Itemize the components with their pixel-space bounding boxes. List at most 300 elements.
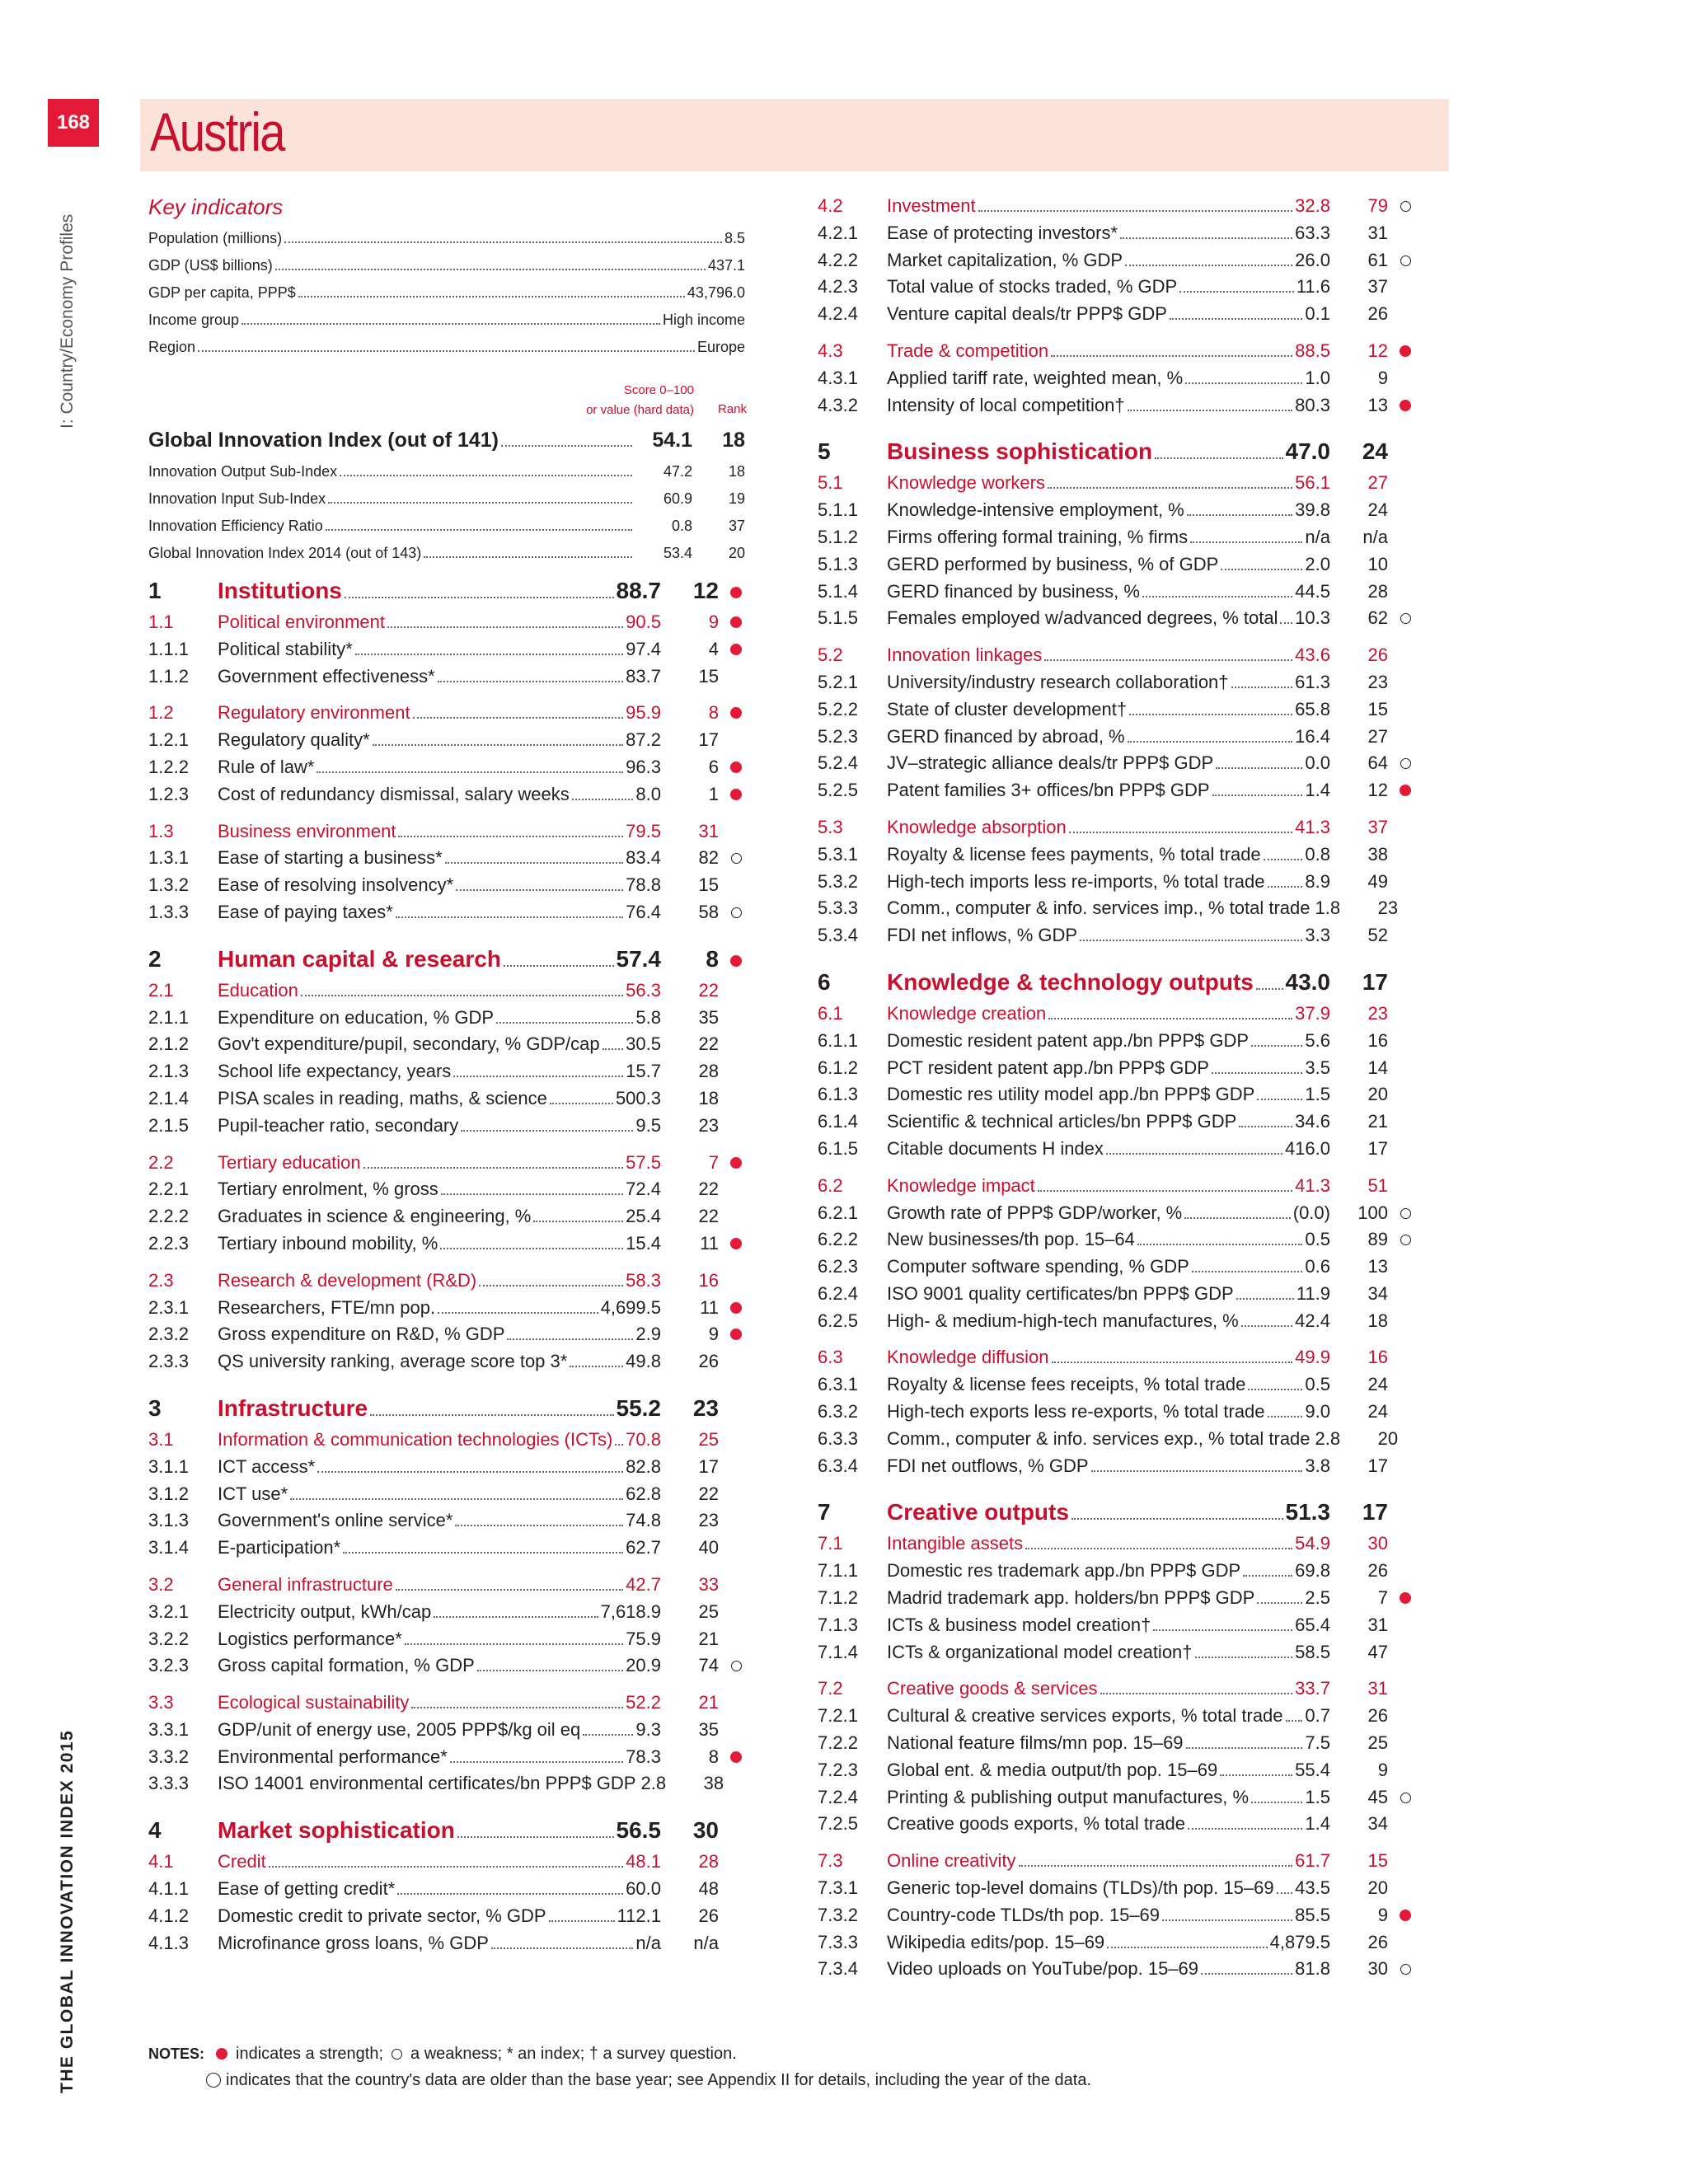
indicator-label: Growth rate of PPP$ GDP/worker, % [887, 1202, 1183, 1223]
indicator-value: 3.3 [1305, 925, 1330, 946]
pillar-row [148, 1812, 742, 1849]
leader-dots [1048, 487, 1292, 489]
indicator-value: n/a [635, 1932, 661, 1953]
indicator-value: 2.8 [640, 1773, 667, 1794]
indicator-value: 49.9 [1295, 1347, 1330, 1368]
mark-cell [1388, 1235, 1411, 1245]
indicator-rank: 26 [1367, 303, 1388, 325]
indicator-label: Education [218, 979, 298, 1001]
indicator-label: Tertiary education [218, 1151, 361, 1173]
indicator-rank: 48 [698, 1878, 719, 1900]
leader-dots [477, 1670, 623, 1671]
indicator-value: 0.0 [1305, 752, 1330, 774]
indicator-code: 6.3.3 [818, 1427, 858, 1449]
gii-value: 53.4 [663, 545, 692, 561]
indicator-rank: 25 [1367, 1732, 1388, 1754]
indicator-row [818, 1875, 1411, 1902]
indicator-label: Ease of getting credit* [218, 1878, 396, 1900]
sub-pillar-row [148, 818, 742, 846]
indicator-value: 96.3 [626, 756, 661, 777]
indicator-label: Applied tariff rate, weighted mean, % [887, 367, 1184, 388]
spacer [818, 632, 1411, 642]
leader-dots [457, 1836, 614, 1838]
leader-dots [1201, 1973, 1292, 1975]
indicator-row [818, 579, 1411, 606]
indicator-row [818, 247, 1411, 274]
leader-dots [198, 350, 695, 352]
indicator-rank: 12 [1367, 340, 1388, 361]
indicator-code: 5.3.4 [818, 925, 858, 946]
leader-dots [501, 445, 632, 447]
indicator-rank: 28 [1367, 580, 1388, 602]
indicator-code: 5.1.2 [818, 526, 858, 547]
indicator-rank: 8 [708, 1746, 719, 1767]
key-indicator-value: High income [662, 312, 745, 328]
indicator-code: 7.1.4 [818, 1641, 858, 1662]
indicator-value: 88.5 [1295, 340, 1330, 361]
indicator-label: ICT use* [218, 1483, 288, 1504]
indicator-code: 6.3.2 [818, 1401, 858, 1422]
mark-cell [719, 1661, 742, 1671]
leader-dots [328, 502, 632, 504]
gii-value: 0.8 [671, 518, 692, 534]
indicator-code: 1 [148, 578, 162, 603]
indicator-value: 57.5 [626, 1151, 661, 1173]
indicator-label: Scientific & technical articles/bn PPP$ GDP [887, 1111, 1237, 1132]
indicator-row [148, 899, 742, 926]
indicator-rank: 26 [1367, 644, 1388, 666]
indicator-rank: 51 [1367, 1174, 1388, 1196]
leader-dots [1025, 1548, 1292, 1549]
leader-dots [370, 1414, 613, 1416]
gii-rank: 18 [722, 429, 745, 452]
indicator-label: Infrastructure [218, 1394, 368, 1421]
indicator-row [818, 1730, 1411, 1757]
leader-dots [340, 475, 632, 476]
indicator-rank: 9 [1377, 1904, 1388, 1925]
indicator-label: Investment [887, 195, 976, 216]
indicator-code: 1.1.2 [148, 665, 189, 687]
indicator-label: Ease of protecting investors* [887, 222, 1118, 243]
weakness-ring-icon [1400, 613, 1411, 624]
key-indicators-title: Key indicators [148, 194, 284, 219]
indicator-label: Ecological sustainability [218, 1692, 410, 1713]
indicator-code: 7.1 [818, 1533, 843, 1554]
indicator-rank: 20 [1377, 1427, 1399, 1449]
indicator-value: 62.8 [626, 1483, 661, 1504]
indicator-rank: 7 [1377, 1587, 1388, 1609]
leader-dots [1268, 1416, 1303, 1418]
indicator-code: 4.1.3 [148, 1932, 189, 1953]
indicator-value: 1.0 [1305, 367, 1330, 388]
indicator-rank: n/a [1362, 526, 1388, 547]
leader-dots [1195, 1657, 1293, 1658]
indicator-value: 57.4 [616, 945, 661, 972]
indicator-rank: 82 [698, 847, 719, 869]
indicator-code: 6.1.2 [818, 1057, 858, 1078]
mark-cell [719, 1751, 742, 1763]
indicator-value: 1.4 [1305, 1813, 1330, 1835]
indicator-label: Knowledge creation [887, 1002, 1047, 1024]
key-indicators [148, 194, 745, 361]
country-title: Austria [150, 101, 284, 162]
mark-cell [1388, 1964, 1411, 1975]
indicator-rank: 17 [1367, 1455, 1388, 1476]
indicator-code: 5.3.1 [818, 843, 858, 865]
strength-dot-icon [730, 1238, 742, 1249]
indicator-value: 7,618.9 [600, 1601, 661, 1622]
spacer [818, 1163, 1411, 1173]
leader-dots [1257, 1602, 1302, 1604]
indicator-value: 0.5 [1305, 1229, 1330, 1250]
indicator-code: 7.2.4 [818, 1786, 858, 1807]
indicator-rank: 26 [1367, 1931, 1388, 1952]
indicator-code: 3.1 [148, 1428, 174, 1450]
weakness-ring-icon [1400, 1964, 1411, 1975]
leader-dots [549, 1920, 615, 1922]
indicator-label: ICTs & organizational model creation† [887, 1641, 1193, 1662]
indicator-rank: 15 [1367, 698, 1388, 719]
indicator-rank: 28 [698, 1061, 719, 1082]
sub-pillar-row [818, 1173, 1411, 1200]
indicator-value: 42.7 [626, 1573, 661, 1595]
indicator-rank: 33 [698, 1573, 719, 1595]
leader-dots [1120, 237, 1292, 239]
leader-dots [1286, 1720, 1303, 1722]
gii-value: 47.2 [663, 463, 692, 480]
mark-cell [1388, 1592, 1411, 1604]
indicator-rank: 23 [698, 1114, 719, 1136]
indicator-code: 5.3.2 [818, 870, 858, 892]
indicator-code: 4.2.1 [818, 222, 858, 243]
indicator-row [148, 845, 742, 872]
indicator-rank: 47 [1367, 1641, 1388, 1662]
indicator-code: 2.1.3 [148, 1061, 189, 1082]
indicator-value: 2.8 [1315, 1427, 1341, 1449]
indicator-code: 6.2.5 [818, 1310, 858, 1331]
indicator-rank: 13 [1367, 1256, 1388, 1277]
sub-pillar-row [148, 1849, 742, 1876]
gii-value: 54.1 [652, 429, 692, 452]
indicator-value: n/a [1305, 526, 1330, 547]
mark-cell [719, 1157, 742, 1169]
sub-pillar-row [818, 193, 1411, 220]
leader-dots [491, 1947, 634, 1949]
indicator-value: 47.0 [1285, 438, 1330, 465]
indicator-rank: 17 [1362, 1499, 1388, 1526]
indicator-rank: 30 [1367, 1533, 1388, 1554]
indicator-code: 2.3.3 [148, 1351, 189, 1372]
leader-dots [434, 1616, 598, 1618]
leader-dots [1069, 832, 1292, 833]
indicator-value: 78.8 [626, 874, 661, 896]
indicator-label: ISO 14001 environmental certificates/bn PPP$ GDP [218, 1773, 636, 1794]
leader-dots [479, 1285, 623, 1286]
leader-dots [445, 862, 623, 864]
leader-dots [572, 799, 634, 800]
indicator-label: High-tech imports less re-imports, % total trade [887, 870, 1265, 892]
indicator-rank: 27 [1367, 725, 1388, 747]
leader-dots [269, 1866, 623, 1868]
indicator-label: New businesses/th pop. 15–64 [887, 1229, 1135, 1250]
mark-cell [719, 1302, 742, 1314]
indicator-row [148, 1176, 742, 1203]
key-indicator-label: Region [148, 339, 196, 355]
indicator-value: 49.8 [626, 1351, 661, 1372]
indicator-rank: 26 [1367, 1560, 1388, 1582]
indicator-value: 9.5 [635, 1114, 661, 1136]
leader-dots [301, 995, 623, 996]
indicator-row [818, 1081, 1411, 1108]
indicator-value: 32.8 [1295, 195, 1330, 216]
indicator-value: 41.3 [1295, 1174, 1330, 1196]
mark-cell [719, 789, 742, 800]
indicator-label: Computer software spending, % GDP [887, 1256, 1189, 1277]
indicator-rank: 37 [1367, 276, 1388, 298]
indicator-value: 9.3 [635, 1718, 661, 1740]
indicator-label: Domestic resident patent app./bn PPP$ GDP [887, 1029, 1250, 1051]
leader-dots [1142, 596, 1292, 598]
mark-cell [719, 762, 742, 773]
indicator-label: FDI net outflows, % GDP [887, 1455, 1089, 1476]
indicator-value: 11.9 [1296, 1282, 1330, 1304]
indicator-rank: 9 [1377, 367, 1388, 388]
indicator-rank: 74 [698, 1655, 719, 1676]
leader-dots [298, 296, 685, 298]
weakness-ring-icon [1400, 758, 1411, 769]
leader-dots [411, 1707, 623, 1708]
indicator-row [818, 1612, 1411, 1639]
spacer [148, 1258, 742, 1268]
indicator-rank: 21 [698, 1628, 719, 1649]
indicator-label: Government's online service* [218, 1510, 453, 1531]
indicator-row [148, 1744, 742, 1771]
indicator-value: 15.7 [626, 1061, 661, 1082]
indicator-label: JV–strategic alliance deals/tr PPP$ GDP [887, 752, 1214, 774]
indicator-rank: 28 [698, 1851, 719, 1872]
leader-dots [398, 836, 623, 837]
indicator-code: 5.1.3 [818, 553, 858, 574]
mark-cell [719, 1238, 742, 1249]
sub-pillar-row [818, 1848, 1411, 1875]
leader-dots [504, 965, 614, 967]
leader-dots [1239, 1126, 1292, 1127]
indicator-code: 7 [818, 1499, 831, 1526]
indicator-code: 3.1.1 [148, 1455, 189, 1477]
indicator-code: 3.1.2 [148, 1483, 189, 1504]
indicator-value: 81.8 [1295, 1958, 1330, 1980]
leader-dots [1052, 1361, 1293, 1363]
indicator-rank: 22 [698, 1483, 719, 1504]
indicator-value: 56.3 [626, 979, 661, 1001]
indicator-code: 2.1 [148, 979, 174, 1001]
mark-cell [1388, 785, 1411, 796]
leader-dots [413, 717, 624, 719]
indicator-row [148, 1203, 742, 1230]
leader-dots [1187, 514, 1292, 516]
indicator-code: 2.1.5 [148, 1114, 189, 1136]
indicator-code: 4.1.2 [148, 1905, 189, 1926]
indicator-row [818, 1028, 1411, 1055]
indicator-label: Domestic res trademark app./bn PPP$ GDP [887, 1560, 1241, 1582]
indicator-label: Madrid trademark app. holders/bn PPP$ GDP [887, 1587, 1255, 1609]
leader-dots [1162, 1919, 1292, 1921]
indicator-value: 37.9 [1295, 1002, 1330, 1024]
indicator-row [148, 1876, 742, 1903]
indicator-code: 3.2.2 [148, 1628, 189, 1649]
leader-dots [583, 1734, 633, 1736]
key-indicator-row [148, 252, 745, 279]
indicator-rank: 26 [698, 1905, 719, 1926]
indicator-row [148, 727, 742, 754]
indicator-rank: 11 [700, 1232, 719, 1254]
indicator-rank: 16 [1367, 1029, 1388, 1051]
indicator-row [818, 1703, 1411, 1730]
indicator-value: 7.5 [1305, 1732, 1330, 1754]
indicator-code: 7.1.3 [818, 1614, 858, 1635]
indicator-row [818, 1136, 1411, 1163]
leader-dots [441, 1193, 623, 1195]
indicator-rank: 30 [1367, 1958, 1388, 1980]
gii-rank: 19 [728, 490, 745, 507]
indicator-row [148, 1481, 742, 1508]
indicator-rank: 31 [1367, 1614, 1388, 1635]
indicator-row [818, 1558, 1411, 1585]
indicator-label: FDI net inflows, % GDP [887, 925, 1078, 946]
indicator-row [148, 1230, 742, 1258]
indicator-code: 3.2.1 [148, 1601, 189, 1622]
indicator-code: 3.3.1 [148, 1718, 189, 1740]
indicator-rank: 17 [698, 1455, 719, 1477]
indicator-code: 6 [818, 968, 831, 995]
pillar-row [818, 964, 1411, 1001]
indicator-code: 5.3.3 [818, 898, 858, 919]
leader-dots [343, 1552, 623, 1554]
indicator-code: 1.1.1 [148, 638, 189, 659]
leader-dots [1071, 1518, 1283, 1520]
indicator-label: Tertiary inbound mobility, % [218, 1232, 438, 1254]
indicator-row [818, 1639, 1411, 1666]
indicator-code: 5.1.1 [818, 499, 858, 521]
indicator-rank: 49 [1367, 870, 1388, 892]
indicator-label: Market sophistication [218, 1817, 455, 1844]
indicator-label: Domestic res utility model app./bn PPP$ GDP [887, 1084, 1255, 1105]
indicator-row [818, 895, 1411, 922]
indicator-code: 7.3.4 [818, 1958, 858, 1980]
indicator-row [818, 1585, 1411, 1612]
leader-dots [1048, 1018, 1292, 1019]
indicator-label: Royalty & license fees receipts, % total trade [887, 1374, 1246, 1395]
sub-pillar-row [148, 1427, 742, 1454]
indicator-code: 4.2 [818, 195, 843, 216]
indicator-value: 9.0 [1305, 1401, 1330, 1422]
leader-dots [1184, 1217, 1291, 1219]
weakness-ring-icon [1400, 1208, 1411, 1219]
notes [148, 2041, 1091, 2093]
indicator-rank: 24 [1367, 1401, 1388, 1422]
indicator-row [148, 1031, 742, 1058]
indicator-code: 7.2 [818, 1678, 843, 1699]
indicator-rank: 8 [706, 945, 719, 972]
indicator-code: 3.2.3 [148, 1655, 189, 1676]
leader-dots [455, 1525, 623, 1526]
indicator-value: 8.0 [635, 783, 661, 804]
leader-dots [453, 1076, 623, 1077]
indicator-code: 2.2.2 [148, 1206, 189, 1227]
indicator-value: 82.8 [626, 1455, 661, 1477]
indicator-row [818, 1902, 1411, 1929]
indicator-code: 2.1.1 [148, 1006, 189, 1028]
strength-dot-icon [730, 1751, 742, 1763]
page-number: 168 [48, 99, 99, 147]
mark-cell [1388, 1793, 1411, 1803]
indicator-code: 5.2.4 [818, 752, 858, 774]
indicator-code: 1.2.2 [148, 756, 189, 777]
strength-dot-icon [730, 1302, 742, 1314]
indicator-code: 4.2.4 [818, 303, 858, 325]
sub-pillar-row [818, 1001, 1411, 1028]
indicator-label: Rule of law* [218, 756, 315, 777]
indicator-label: GERD financed by abroad, % [887, 725, 1125, 747]
indicator-label: Gross expenditure on R&D, % GDP [218, 1324, 505, 1345]
leader-dots [440, 1248, 623, 1249]
score-header: Score 0–100 [623, 383, 694, 397]
sub-pillar-row [148, 1268, 742, 1295]
indicator-row [818, 696, 1411, 724]
strength-dot-icon [730, 616, 742, 628]
indicator-code: 6.1.4 [818, 1111, 858, 1132]
mark-cell [1388, 1910, 1411, 1921]
indicator-code: 5 [818, 438, 831, 465]
indicator-code: 2.3.1 [148, 1296, 189, 1318]
indicator-value: 55.4 [1295, 1759, 1330, 1780]
spacer [818, 1838, 1411, 1848]
indicator-rank: 45 [1367, 1786, 1388, 1807]
leader-dots [326, 529, 632, 531]
indicator-rank: 40 [698, 1537, 719, 1558]
indicator-label: Pupil-teacher ratio, secondary [218, 1114, 459, 1136]
pillar-row [148, 1390, 742, 1427]
indicator-value: 11.6 [1296, 276, 1330, 298]
leader-dots [496, 1022, 633, 1024]
leader-dots [1216, 767, 1302, 769]
indicator-code: 3.1.4 [148, 1537, 189, 1558]
indicator-code: 4 [148, 1817, 162, 1844]
sub-pillar-row [818, 1344, 1411, 1371]
leader-dots [1038, 1190, 1292, 1192]
leader-dots [978, 210, 1293, 212]
leader-dots [316, 771, 623, 773]
indicator-label: Cost of redundancy dismissal, salary weeks [218, 783, 570, 804]
indicator-value: 90.5 [626, 612, 661, 632]
indicator-label: Graduates in science & engineering, % [218, 1206, 532, 1227]
indicator-label: Information & communication technologies (ICTs) [218, 1428, 613, 1450]
indicator-value: 15.4 [626, 1232, 661, 1254]
indicator-rank: 16 [1367, 1347, 1388, 1368]
indicator-label: Firms offering formal training, % firms [887, 526, 1189, 547]
indicator-label: Printing & publishing output manufactures, % [887, 1786, 1250, 1807]
mark-cell [719, 955, 742, 967]
indicator-value: 416.0 [1284, 1137, 1330, 1159]
weakness-ring-icon [392, 2049, 402, 2060]
strength-dot-icon [1400, 785, 1411, 796]
indicator-row [818, 1453, 1411, 1480]
indicator-row [818, 1399, 1411, 1426]
leader-dots [461, 1130, 633, 1132]
indicator-rank: 23 [692, 1394, 719, 1421]
gii-label: Innovation Output Sub-Index [148, 463, 338, 480]
indicator-rank: 18 [1367, 1310, 1388, 1331]
